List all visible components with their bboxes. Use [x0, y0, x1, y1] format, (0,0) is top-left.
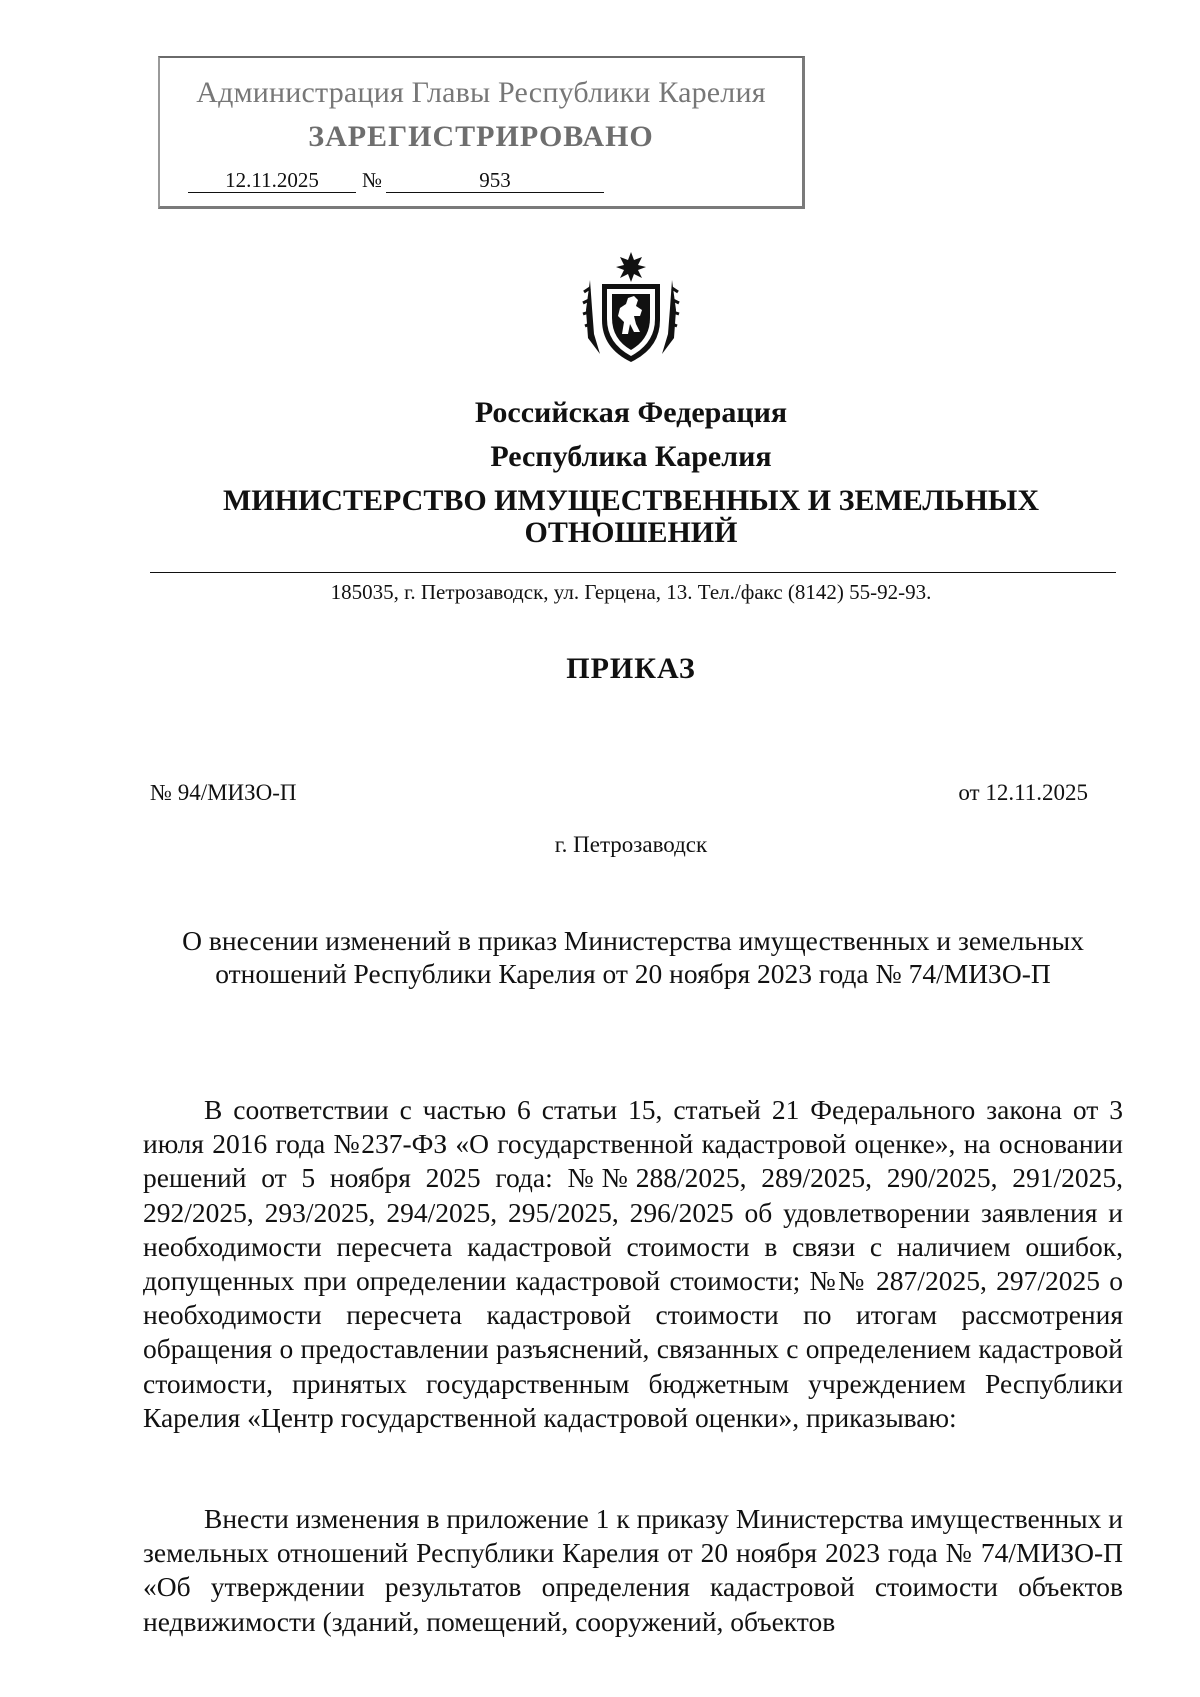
registration-stamp: [158, 56, 805, 209]
stamp-registered: ЗАРЕГИСТРИРОВАНО: [308, 120, 654, 153]
document-title: ПРИКАЗ: [566, 652, 696, 685]
stamp-number-label: №: [362, 168, 383, 192]
order-number: № 94/МИЗО-П: [150, 780, 297, 805]
header-address: 185035, г. Петрозаводск, ул. Герцена, 13. Тел./факс (8142) 55-92-93.: [330, 580, 932, 604]
header-divider: [150, 572, 1116, 573]
stamp-date: 12.11.2025: [188, 168, 356, 193]
order-city: г. Петрозаводск: [554, 832, 708, 857]
header-country: Российская Федерация: [474, 396, 788, 429]
stamp-authority: Администрация Главы Республики Карелия: [196, 76, 766, 109]
header-ministry-line1: МИНИСТЕРСТВО ИМУЩЕСТВЕННЫХ И ЗЕМЕЛЬНЫХ: [222, 484, 1040, 517]
stamp-number: 953: [386, 168, 604, 193]
karelia-coat-of-arms-icon: [582, 250, 680, 366]
body-paragraph-2: Внести изменения в приложение 1 к приказу Министерства имущественных и земельных отношений Республики Карелия от 20 ноября 2023 года № 74/МИЗО-П «Об утверждении результатов определения кадастровой стоимости объектов недвижимости (зданий, помещений, сооружений, объектов: [143, 1503, 1123, 1637]
header-ministry-line2: ОТНОШЕНИЙ: [524, 516, 738, 549]
subject-line-2: отношений Республики Карелия от 20 ноября 2023 года № 74/МИЗО-П: [215, 958, 1051, 989]
subject-line-1: О внесении изменений в приказ Министерства имущественных и земельных: [182, 925, 1084, 956]
body-paragraph-1: В соответствии с частью 6 статьи 15, статьей 21 Федерального закона от 3 июля 2016 года №237-ФЗ «О государственной кадастровой оценке», на основании решений от 5 ноября 2025 года: №№288/2025, 289/2025, 290/2025, 291/2025, 292/2025, 293/2025, 294/2025, 295/2025, 296/2025 об удовлетворении заявления и необходимости пересчета кадастровой стоимости в связи с наличием ошибок, допущенных при определении кадастровой стоимости; №№ 287/2025, 297/2025 о необходимости пересчета кадастровой стоимости по итогам рассмотрения обращения о предоставлении разъяснений, связанных с определением кадастровой стоимости, принятых государственным бюджетным учреждением Республики Карелия «Центр государственной кадастровой оценки», приказываю:: [143, 1094, 1123, 1433]
order-subject: [150, 924, 1116, 990]
order-date: от 12.11.2025: [958, 780, 1088, 805]
header-republic: Республика Карелия: [490, 440, 772, 473]
